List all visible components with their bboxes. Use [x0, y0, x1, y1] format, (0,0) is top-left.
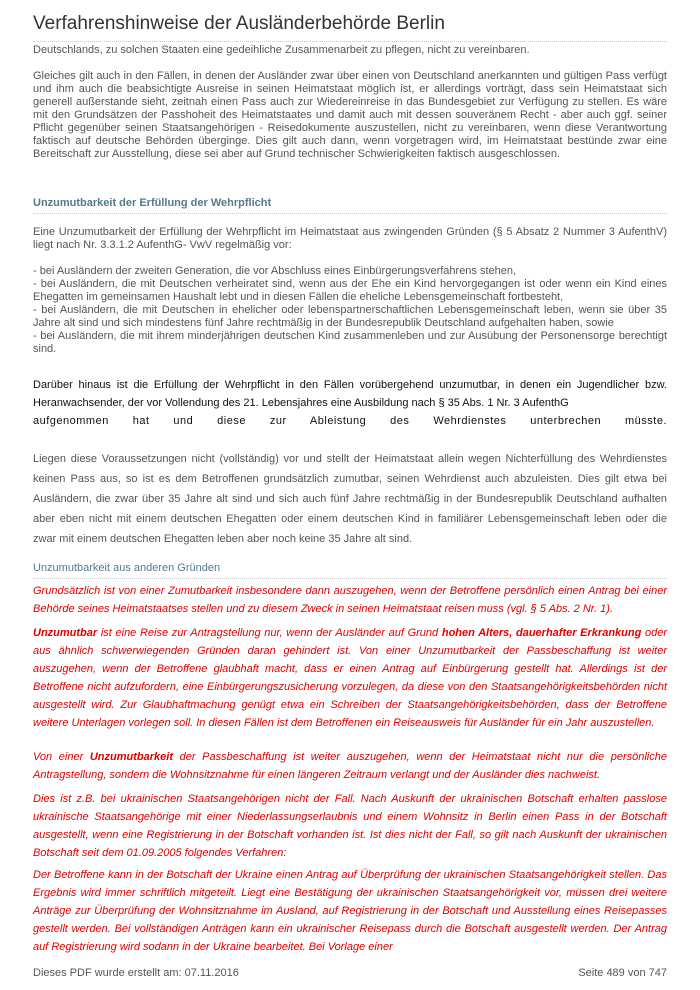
wehrpflicht-intro: Eine Unzumutbarkeit der Erfüllung der Wehrpflicht im Heimatstaat aus zwingenden Gründen (§ 5 Absatz 2 Nummer 3 AufenthV) liegt nach Nr. 3.3.1.2 AufenthG- VwV regelmäßig vor: — [33, 226, 667, 251]
red-paragraph-ukraine: Dies ist z.B. bei ukrainischen Staatsangehörigen nicht der Fall. Nach Auskunft der ukrainischen Botschaft erhalten passlose ukrainische Staatsangehörige mit einer Niederlassungserlaubnis und einem Wohnsitz in Berlin einen Pass in der Botschaft ausgestellt, wenn eine Registrierung in der Botschaft vorhanden ist. Ist dies nicht der Fall, so gilt nach Auskunft der ukrainischen Botschaft seit dem 01.09.2005 folgendes Verfahren: — [33, 793, 667, 859]
emphasis-unzumutbar: Unzumutbar — [33, 627, 98, 639]
red-paragraph-wohnsitznahme — [33, 748, 667, 784]
red-paragraph-unzumutbar — [33, 624, 667, 732]
intro-paragraph-2: Gleiches gilt auch in den Fällen, in denen der Ausländer zwar über einen von Deutschland anerkannten und gültigen Pass verfügt und ihm auch die beabsichtigte Ausreise in seinen Heimatstaat möglich ist, er allerdings vorträgt, dass sein Heimatstaat sich generell außerstande sieht, zeitnah einen Pass auch zur Wiedereinreise in das Bundesgebiet zur Verfügung zu stellen. Es wäre mit den Grundsätzen der Passhoheit des Heimatstaates und damit auch mit dessen souveränem Recht - aber auch ggf. seiner Pflicht gegenüber seinen Staatsangehörigen - Reisedokumente auszustellen, nicht zu vereinbaren, wenn diese Verantwortung faktisch auf deutsche Behörden überginge. Dies gilt auch dann, wenn vorgetragen wird, im Heimatstaat bestünde zwar eine Bereitschaft zur Ausstellung, diese sei aber auf Grund technischer Schwierigkeiten faktisch ausgeschlossen. — [33, 70, 667, 160]
intro-paragraph-1: Deutschlands, zu solchen Staaten eine gedeihliche Zusammenarbeit zu pflegen, nicht zu vereinbaren. — [33, 44, 530, 56]
list-item: - bei Ausländern der zweiten Generation, die vor Abschluss eines Einbürgerungsverfahrens stehen, — [33, 265, 517, 277]
section-heading-wehrpflicht: Unzumutbarkeit der Erfüllung der Wehrpflicht — [33, 196, 667, 214]
red-paragraph-botschaft: Der Betroffene kann in der Botschaft der Ukraine einen Antrag auf Überprüfung der ukrainischen Staatsangehörigkeit stellen. Das Ergebnis wird immer schriftlich mitgeteilt. Liegt eine Bestätigung der ukrainischen Staatsangehörigkeit vor, müssen drei weitere Anträge zur Überprüfung der Wohnsitznahme im Ausland, auf Registrierung in der Botschaft und Ausstellung eines Reisepasses gestellt werden. Bei vollständigen Anträgen kann ein ukrainischer Reisepass durch die Botschaft ausgestellt werden. Der Antrag auf Registrierung wird sodann in der Ukraine bearbeitet. Bei Vorlage einer — [33, 869, 667, 953]
wehrpflicht-zumutbar-paragraph: Liegen diese Voraussetzungen nicht (vollständig) vor und stellt der Heimatstaat allein wegen Nichterfüllung des Wehrdienstes keinen Pass aus, so ist es dem Betroffenen grundsätzlich zumutbar, seinen Wehrdienst auch abzuleisten. Dies gilt etwa bei Ausländern, die zwar über 35 Jahre alt sind und sich auch fünf Jahre rechtmäßig in der Bundesrepublik Deutschland aufhalten aber eben nicht mit einem deutschen Ehegatten oder einem deutschen Kind in familiärer Lebensgemeinschaft leben oder die zwar mit einem deutschen Ehegatten leben aber noch keine 35 Jahre alt sind. — [33, 453, 667, 545]
footer-created-date: Dieses PDF wurde erstellt am: 07.11.2016 — [33, 967, 239, 979]
list-item: - bei Ausländern, die mit Deutschen verheiratet sind, wenn aus der Ehe ein Kind hervorgegangen ist oder wenn ein Kind eines Ehegatten im gemeinsamen Haushalt lebt und in diesen Fällen die eheliche Lebensgemeinschaft fortbesteht, — [33, 278, 667, 303]
section-heading-andere-gruende: Unzumutbarkeit aus anderen Gründen — [33, 561, 667, 579]
wehrpflicht-temporary-last-line: aufgenommen hat und diese zur Ableistung des Wehrdienstes unterbrechen müsste. — [33, 415, 667, 427]
wehrpflicht-temporary-text: Darüber hinaus ist die Erfüllung der Wehrpflicht in den Fällen vorübergehend unzumutbar, in denen ein Jugendlicher bzw. Heranwachsender, der vor Vollendung des 21. Lebensjahres eine Ausbildung nach § 35 Abs. 1 Nr. 3 AufenthG — [33, 379, 667, 409]
wehrpflicht-bullet-list — [33, 265, 667, 356]
red-paragraph-zumutbarkeit: Grundsätzlich ist von einer Zumutbarkeit insbesondere dann auszugehen, wenn der Betroffene persönlich einen Antrag bei einer Behörde seines Heimatstaatses stellen und zu diesem Zweck in seinen Heimatstaat reisen muss (vgl. § 5 Abs. 2 Nr. 1). — [33, 585, 667, 615]
text-run: oder aus ähnlich schwerwiegenden Gründen daran gehindert ist. Von einer Unzumutbarkeit der Passbeschaffung ist weiter auszugehen, wenn der Betroffene glaubhaft macht, dass er einen Antrag auf Einbürgerung gestellt hat. Allerdings ist der Betroffene nicht aufzufordern, eine Einbürgerungszusicherung vorzulegen, da diese von den Staatsangehörigkeitsbehörden nicht ausgestellt wird. Zur Glaubhaftmachung genügt etwa ein Schreiben der Staatsangehörigkeitsbehörden, dass der Betroffene weitere Unterlagen vorlegen soll. In diesen Fällen ist dem Betroffenen ein Reiseausweis für Ausländer für ein Jahr auszustellen. — [33, 627, 667, 729]
emphasis-alter-erkrankung: hohen Alters, dauerhafter Erkrankung — [441, 627, 642, 639]
footer-page-number: Seite 489 von 747 — [578, 967, 667, 979]
list-item: - bei Ausländern, die mit ihrem minderjährigen deutschen Kind zusammenleben und zur Ausübung der Personensorge berechtigt sind. — [33, 330, 667, 355]
text-run: Von einer — [33, 751, 90, 763]
emphasis-unzumutbarkeit: Unzumutbarkeit — [89, 751, 173, 763]
text-run: ist eine Reise zur Antragstellung nur, wenn der Ausländer auf Grund — [97, 627, 442, 639]
text-run: der Passbeschaffung ist weiter auszugehen, wenn der Heimatstaat nicht nur die persönliche Antragstellung, sondern die Wohnsitznahme für einen längeren Zeitraum verlangt und der Ausländer dies nachweist. — [33, 751, 667, 781]
wehrpflicht-temporary-paragraph — [33, 376, 667, 430]
list-item: - bei Ausländern, die mit Deutschen in ehelicher oder lebenspartnerschaftlichen Lebensgemeinschaft leben, wenn sie über 35 Jahre alt sind und sich mindestens fünf Jahre rechtmäßig in der Bundesrepublik Deutschland aufgehalten haben, sowie — [33, 304, 667, 329]
page-title: Verfahrenshinweise der Ausländerbehörde Berlin — [33, 12, 667, 42]
